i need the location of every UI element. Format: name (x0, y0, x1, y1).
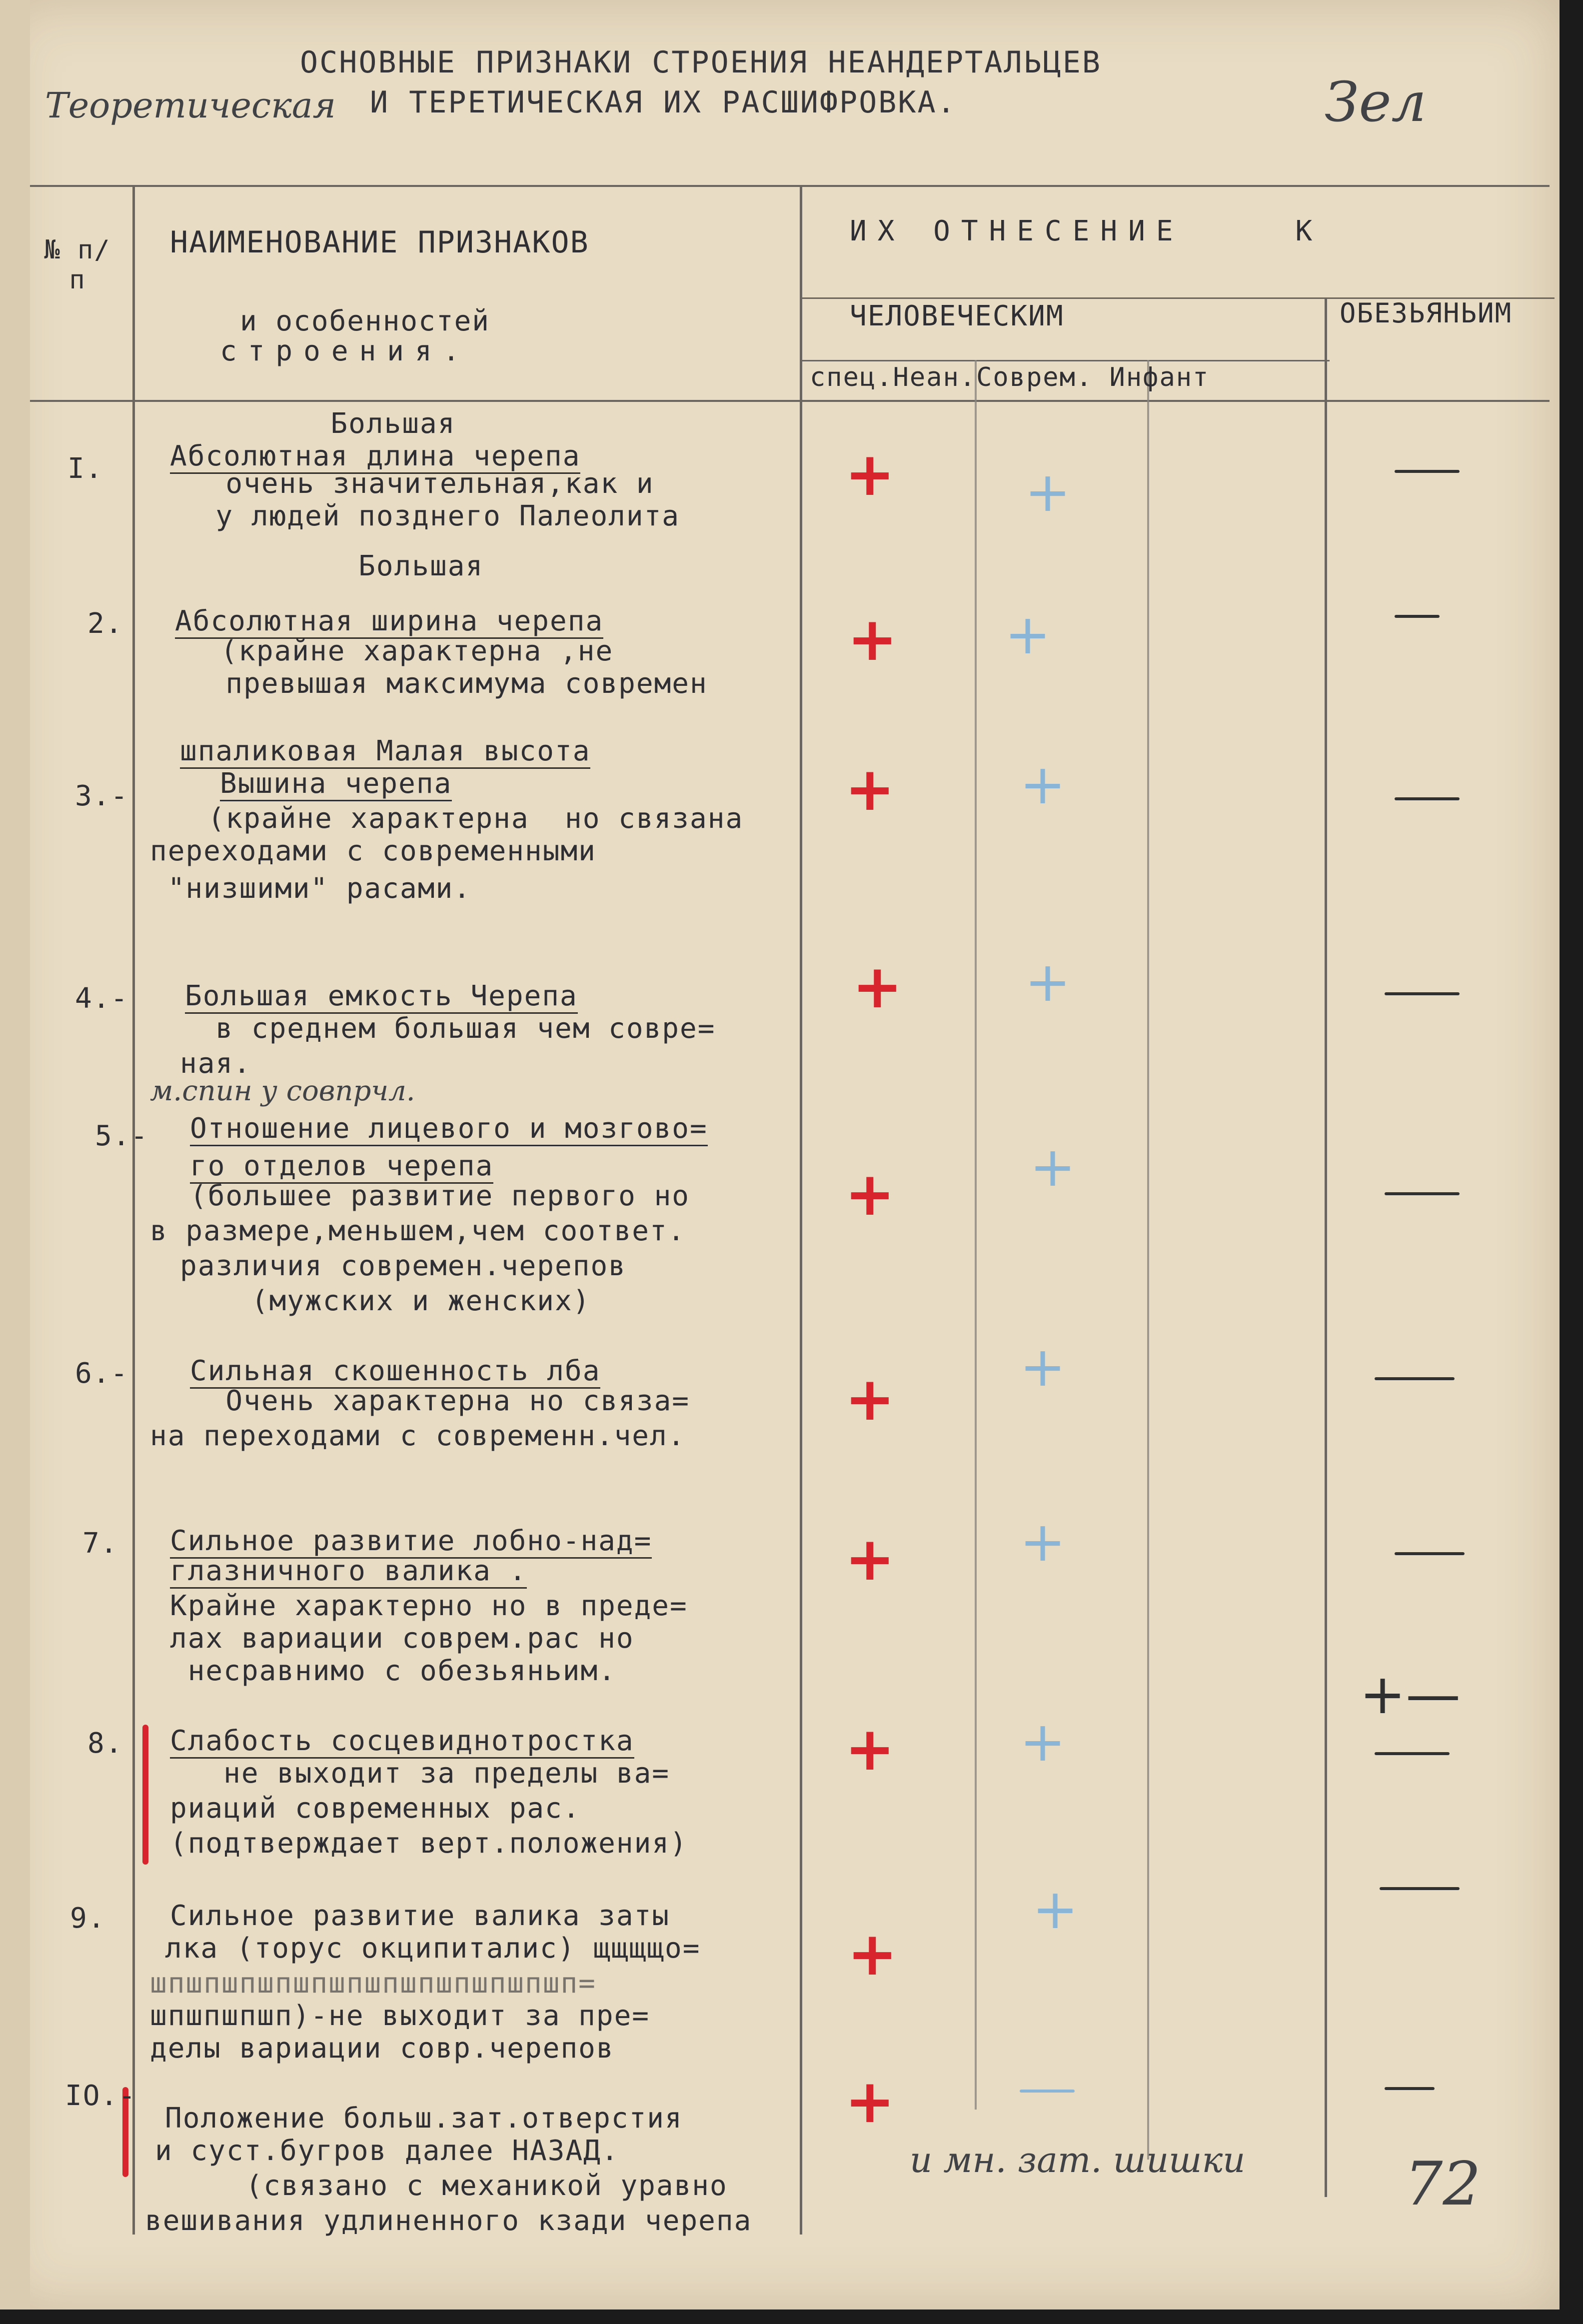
row-line: у людей позднего Палеолита (180, 500, 680, 532)
ape-dash-mark (1395, 797, 1460, 800)
row-line: Слабость сосцевиднотростка (170, 1725, 634, 1759)
ape-dash-mark (1395, 615, 1440, 618)
row-number: 6.- (75, 1357, 129, 1390)
column-header-human: ЧЕЛОВЕЧЕСКИМ (850, 300, 1064, 332)
row-line: Большая емкость Черепа (185, 980, 578, 1014)
human-plus-mark: + (845, 440, 895, 509)
row-line: "низшими" расами. (150, 872, 471, 905)
column-header-ape: ОБЕЗЬЯНЬИМ (1340, 297, 1513, 329)
title-line-1: ОСНОВНЫЕ ПРИЗНАКИ СТРОЕНИЯ НЕАНДЕРТАЛЬЦЕВ (300, 45, 1102, 80)
row-line: вешивания удлиненного кзади черепа (145, 2205, 752, 2237)
row-line: шпшпшпшп)-не выходит за пре= (150, 2000, 650, 2032)
row-line: не выходит за пределы ва= (170, 1757, 670, 1790)
ape-dash-mark (1395, 470, 1460, 473)
column-header-name-1: НАИМЕНОВАНИЕ ПРИЗНАКОВ (170, 225, 589, 260)
row-line: очень значительная,как и (190, 467, 654, 500)
modern-plus-mark: + (1020, 1510, 1066, 1574)
row-number: 7. (82, 1527, 118, 1560)
table-header-rule (30, 400, 1550, 402)
human-plus-mark: + (847, 605, 898, 674)
page-edge (0, 0, 30, 2310)
column-header-name-2: и особенностей (240, 305, 490, 337)
row-line: несравнимо с обезьяньим. (170, 1655, 616, 1687)
row-line: (крайне характерна ,не (185, 635, 614, 667)
ape-dash-mark (1385, 2087, 1435, 2090)
row-line: Положение больш.зат.отверстия (165, 2102, 683, 2135)
modern-dash-mark (1020, 2090, 1075, 2093)
ape-dash-mark (1395, 1552, 1465, 1555)
ape-dash-mark (1375, 1752, 1450, 1755)
row-line: (связано с механикой уравно (210, 2170, 728, 2202)
row-line: лка (торус окципиталис) щщщщо= (165, 1932, 701, 1965)
row-line: Большая (180, 550, 484, 582)
human-plus-mark: + (845, 1525, 895, 1594)
modern-plus-mark: + (1020, 1335, 1066, 1399)
subcolumn-rule (800, 360, 1330, 361)
row-number: I. (67, 452, 103, 485)
row-number: 3.- (75, 780, 129, 812)
row-number: 2. (87, 607, 123, 640)
row-number: 9. (70, 1902, 106, 1935)
handwritten-right-note: Зел (1325, 70, 1427, 134)
table-top-rule (30, 185, 1550, 187)
modern-plus-mark: + (1020, 1710, 1066, 1774)
row-line: в размере,меньшем,чем соответ. (150, 1215, 686, 1247)
row-line: (подтверждает верт.положения) (170, 1827, 688, 1860)
num-column-divider (132, 185, 135, 2235)
row-line: на переходами с современн.чел. (150, 1420, 686, 1452)
row-line: Отношение лицевого и мозгово= (190, 1112, 708, 1146)
row-line: Абсолютная ширина черепа (175, 605, 603, 639)
ape-plus-dash-mark: +— (1360, 1662, 1461, 1726)
handwritten-row-note: м.спин у совпрчл. (150, 1075, 415, 1107)
human-plus-mark: + (845, 1160, 895, 1229)
column-header-number: № п/п (44, 235, 111, 295)
row-line: Вышина черепа (220, 767, 452, 801)
row-line: го отделов черепа (190, 1150, 493, 1184)
row-line: шпаликовая Малая высота (180, 735, 590, 769)
row-line: ная. (180, 1047, 251, 1080)
modern-plus-mark: + (1032, 1877, 1079, 1941)
modern-plus-mark: + (1025, 460, 1071, 524)
row-line: глазничного валика . (170, 1555, 527, 1589)
row-line: Сильное развитие лобно-над= (170, 1525, 652, 1559)
handwritten-left-note: Теоретическая (45, 85, 336, 126)
handwritten-bottom-note: и мн. зат. шишки (910, 2140, 1246, 2181)
subcolumn-line-1 (975, 360, 977, 2110)
column-header-name-3: строения. (220, 335, 471, 367)
row-line: Сильная скошенность лба (190, 1355, 600, 1389)
row-line: и суст.бугров далее НАЗАД. (155, 2135, 619, 2167)
page-number: 72 (1405, 2150, 1481, 2219)
row-number: 4.- (75, 982, 129, 1015)
human-plus-mark: + (845, 1715, 895, 1784)
row-line: Сильное развитие валика заты (170, 1900, 670, 1932)
row-line: Крайне характерно но в преде= (170, 1590, 688, 1622)
modern-plus-mark: + (1025, 950, 1071, 1014)
row-line: Большая (170, 407, 456, 440)
modern-plus-mark: + (1020, 752, 1066, 816)
row-line: Абсолютная длина черепа (170, 440, 580, 474)
column-header-relation: ИХ ОТНЕСЕНИЕ К (850, 215, 1324, 247)
human-plus-mark: + (845, 2067, 895, 2137)
row-line: риаций современных рас. (170, 1792, 581, 1825)
row-number: 5.- (95, 1120, 149, 1152)
row-line: лах вариации соврем.рас но (170, 1622, 634, 1655)
row-line: (крайне характерна но связана (190, 802, 744, 835)
row-line: (большее развитие первого но (190, 1180, 690, 1212)
row-line: Очень характерна но связа= (190, 1385, 690, 1417)
title-line-2: И ТЕРЕТИЧЕСКАЯ ИХ РАСШИФРОВКА. (370, 85, 957, 120)
human-plus-mark: + (845, 1365, 895, 1434)
human-plus-mark: + (847, 1920, 898, 1989)
red-margin-mark (142, 1725, 148, 1865)
ape-dash-mark (1380, 1887, 1460, 1890)
row-line: превышая максимума современ (190, 667, 708, 700)
subcolumn-line-2 (1147, 360, 1149, 2160)
row-line: различия современ.черепов (180, 1250, 626, 1282)
row-line: шпшпшпшпшпшпшпшпшпшпшпшп= (150, 1967, 596, 2000)
column-header-subcolumns: спец.Неан.Соврем. Инфант (810, 362, 1210, 392)
row-line: (мужских и женских) (180, 1285, 591, 1317)
name-column-divider (800, 185, 802, 2235)
modern-plus-mark: + (1030, 1135, 1076, 1199)
ape-dash-mark (1385, 992, 1460, 995)
row-number: IO.- (65, 2080, 136, 2112)
human-plus-mark: + (845, 755, 895, 824)
row-number: 8. (87, 1727, 123, 1760)
row-line: делы вариации совр.черепов (150, 2032, 614, 2065)
row-line: переходами с современными (150, 835, 596, 867)
human-ape-divider (1325, 297, 1327, 2197)
human-plus-mark: + (852, 952, 903, 1022)
ape-dash-mark (1375, 1377, 1455, 1380)
modern-plus-mark: + (1005, 602, 1051, 666)
ape-dash-mark (1385, 1192, 1460, 1195)
row-line: в среднем большая чем совре= (180, 1012, 716, 1045)
